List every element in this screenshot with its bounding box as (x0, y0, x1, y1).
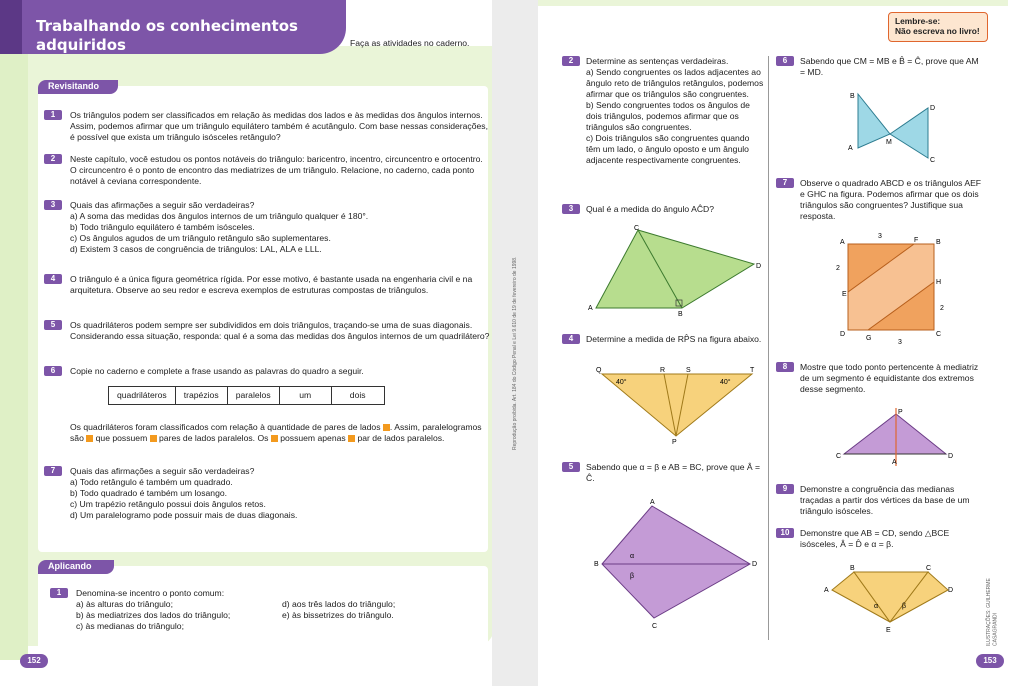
question-number: 6 (44, 366, 62, 376)
word-box (108, 386, 385, 405)
word: dois (349, 390, 366, 400)
question-number: 6 (776, 56, 794, 66)
question-text: Mostre que todo ponto pertencente à mediatriz de um segmento é equidistante dos extremos desse segmento. (800, 362, 979, 394)
figure-bowtie (846, 88, 940, 164)
svg-text:α: α (630, 553, 635, 560)
question-6 (50, 366, 490, 377)
right-question-8 (782, 362, 984, 395)
svg-text:A: A (588, 305, 593, 312)
question-number: 7 (776, 178, 794, 188)
banner-tab (0, 0, 22, 54)
question-text: Denomina-se incentro o ponto comum: (76, 588, 225, 598)
question-number: 4 (44, 274, 62, 284)
svg-text:A: A (824, 587, 829, 594)
option-a: a) às alturas do triângulo; (76, 599, 173, 609)
word: quadriláteros (109, 387, 176, 404)
right-question-4 (568, 334, 764, 345)
svg-text:A: A (650, 499, 655, 506)
svg-text:F: F (914, 237, 919, 244)
svg-text:α: α (874, 603, 879, 610)
word: trapézios (176, 387, 228, 404)
svg-text:D: D (840, 331, 846, 338)
question-number: 9 (776, 484, 794, 494)
svg-text:C: C (634, 225, 640, 232)
blank-square-icon (271, 435, 278, 442)
right-question-10 (780, 528, 984, 550)
svg-text:D: D (948, 587, 954, 594)
word: um (280, 387, 332, 404)
right-question-9 (782, 484, 984, 517)
option-c: c) Os ângulos agudos de um triângulo retângulo são suplementares. (70, 233, 331, 243)
option-d: d) Existem 3 casos de congruência de triângulos: LAL, ALA e LLL. (70, 244, 322, 254)
svg-text:S: S (686, 367, 691, 374)
svg-text:2: 2 (940, 305, 944, 312)
option-b: b) Sendo congruentes todos os ângulos de dois triângulos, podemos afirmar que os triângulos são congruentes. (586, 100, 750, 132)
option-a: a) Sendo congruentes os lados adjacentes ao ângulo reto de triângulos retângulos, podemos afirmar que os triângulos são congruentes. (586, 67, 764, 99)
question-7 (50, 466, 490, 521)
section-tag-revisitando: Revisitando (38, 80, 118, 94)
svg-text:M: M (886, 139, 892, 146)
svg-text:C: C (936, 331, 942, 338)
figure-triangles-bce (824, 562, 954, 636)
svg-text:D: D (752, 561, 758, 568)
svg-text:P: P (672, 439, 677, 446)
svg-text:R: R (660, 367, 666, 374)
svg-text:T: T (750, 367, 755, 374)
svg-text:A: A (848, 145, 853, 152)
option-a: a) Todo retângulo é também um quadrado. (70, 477, 233, 487)
svg-text:40°: 40° (616, 379, 627, 386)
question-3 (50, 200, 490, 255)
question-number: 4 (562, 334, 580, 344)
blank-square-icon (86, 435, 93, 442)
question-number: 1 (50, 588, 68, 598)
page-title: Trabalhando os conhecimentos adquiridos (36, 17, 298, 55)
legal-notice-left: Reprodução proibida. Art. 184 do Código Penal e Lei 9.610 de 19 de fevereiro de 1998. (512, 256, 518, 450)
figure-square-abcd (834, 230, 954, 346)
svg-text:C: C (926, 565, 932, 572)
svg-text:40°: 40° (720, 379, 731, 386)
column-separator (768, 56, 769, 640)
option-c: c) Dois triângulos são congruentes quando têm um lado, o ângulo oposto e um ângulo adjacente respectivamente congruentes. (586, 133, 750, 165)
svg-text:C: C (836, 453, 842, 460)
blank-square-icon (150, 435, 157, 442)
right-question-5 (568, 462, 764, 484)
figure-triangles-acd (586, 222, 764, 318)
svg-text:D: D (948, 453, 954, 460)
question-number: 5 (44, 320, 62, 330)
chapter-banner (0, 0, 346, 54)
page-number-right: 153 (976, 654, 1004, 668)
question-text: Sabendo que CM = MB e B̂ = Ĉ, prove que AM = MD. (800, 56, 979, 77)
svg-text:D: D (930, 105, 936, 112)
option-e: e) às bissetrizes do triângulo. (282, 610, 394, 620)
question-2 (50, 154, 490, 187)
option-b: b) Todo quadrado é também um losango. (70, 488, 228, 498)
question-number: 3 (44, 200, 62, 210)
question-text: Neste capítulo, você estudou os pontos notáveis do triângulo: baricentro, incentro, circuncentro e ortocentro. O circuncentro é o ponto de encontro das mediatrizes de um triângulo. Relacione, no caderno, cada ponto notável à ceviana correspondente. (70, 154, 483, 186)
question-5 (50, 320, 490, 342)
section-tag-aplicando: Aplicando (38, 560, 114, 574)
question-text: Demonstre a congruência das medianas traçadas a partir dos vértices da base de um triângulo isósceles. (800, 484, 970, 516)
question-4 (50, 274, 490, 296)
right-question-3 (568, 204, 764, 215)
right-question-6 (782, 56, 984, 78)
option-c: c) Um trapézio retângulo possui dois ângulos retos. (70, 499, 266, 509)
reminder-box: Lembre-se: Não escreva no livro! (888, 12, 988, 42)
question-number: 7 (44, 466, 62, 476)
question-text: Os triângulos podem ser classificados em relação às medidas dos lados e às medidas dos ângulos internos. Assim, podemos afirmar que um triângulo equilátero também é acutângulo. Com base nessas considerações, é possível que exista um triângulo isósceles retângulo? (70, 110, 488, 142)
question-number: 2 (44, 154, 62, 164)
question-text: Quais das afirmações a seguir são verdadeiras? (70, 200, 255, 210)
svg-text:B: B (678, 311, 683, 318)
word: paralelos (228, 387, 280, 404)
option-a: a) A soma das medidas dos ângulos internos de um triângulo qualquer é 180°. (70, 211, 369, 221)
question-number: 10 (776, 528, 794, 538)
question-text: Qual é a medida do ângulo AĈD? (586, 204, 715, 214)
svg-text:β: β (902, 603, 907, 610)
svg-text:B: B (594, 561, 599, 568)
figure-perpendicular-bisector (836, 404, 956, 468)
question-text: Quais das afirmações a seguir são verdadeiras? (70, 466, 255, 476)
blank-square-icon (383, 424, 390, 431)
question-number: 3 (562, 204, 580, 214)
svg-text:E: E (886, 627, 891, 634)
svg-text:A: A (892, 459, 897, 466)
question-text: Observe o quadrado ABCD e os triângulos AEF e GHC na figura. Podemos afirmar que os dois triângulos são congruentes? Justifique sua resposta. (800, 178, 982, 221)
option-d: d) aos três lados do triângulo; (282, 599, 396, 609)
svg-text:B: B (936, 239, 941, 246)
left-margin-band (0, 40, 28, 660)
svg-text:C: C (652, 623, 658, 630)
question-text: Copie no caderno e complete a frase usando as palavras do quadro a seguir. (70, 366, 364, 376)
question-6-paragraph: Os quadriláteros foram classificados com relação à quantidade de pares de lados . Assim, paralelogramos são que possuem pares de lados paralelos. Os possuem apenas par de lados paralelos. (70, 422, 482, 443)
right-question-2 (568, 56, 764, 166)
illustration-credit: ILUSTRAÇÕES: GUILHERME CASAGRANDI (986, 578, 999, 646)
question-text: Os quadriláteros podem sempre ser subdivididos em dois triângulos, traçando-se uma de suas diagonais. Considerando essa situação, responda: qual é a soma das medidas dos ângulos internos de um quadrilátero? (70, 320, 490, 341)
question-1 (50, 110, 490, 143)
svg-text:D: D (756, 263, 762, 270)
figure-triangle-qpt (594, 364, 764, 446)
question-text: Sabendo que α = β e AB = BC, prove que Â = Ĉ. (586, 462, 761, 483)
svg-text:G: G (866, 335, 872, 342)
option-c: c) às medianas do triângulo; (76, 621, 184, 631)
question-number: 2 (562, 56, 580, 66)
apply-question-1 (56, 588, 476, 632)
svg-text:P: P (898, 409, 903, 416)
svg-text:3: 3 (898, 339, 902, 346)
figure-kite-abcd (594, 496, 764, 630)
svg-text:A: A (840, 239, 845, 246)
question-number: 8 (776, 362, 794, 372)
option-b: b) Todo triângulo equilátero é também isósceles. (70, 222, 255, 232)
blank-square-icon (348, 435, 355, 442)
right-top-band (538, 0, 1008, 6)
option-b: b) às mediatrizes dos lados do triângulo; (76, 610, 231, 620)
page-subtitle: Faça as atividades no caderno. (350, 38, 470, 48)
svg-text:B: B (850, 565, 855, 572)
question-text: O triângulo é a única figura geométrica rígida. Por esse motivo, é bastante usada na engenharia civil e na arquitetura. Observe ao seu redor e escreva exemplos de estruturas compostas de triângulos. (70, 274, 473, 295)
svg-text:H: H (936, 279, 942, 286)
svg-text:C: C (930, 157, 936, 164)
question-text: Determine a medida de RP̂S na figura abaixo. (586, 334, 762, 344)
svg-text:3: 3 (878, 233, 882, 240)
question-text: Demonstre que AB = CD, sendo △BCE isósceles, Â = D̂ e α = β. (800, 528, 950, 549)
question-text: Determine as sentenças verdadeiras. (586, 56, 729, 66)
svg-text:β: β (630, 573, 635, 580)
svg-text:Q: Q (596, 367, 602, 374)
question-number: 1 (44, 110, 62, 120)
page-number-left: 152 (20, 654, 48, 668)
svg-text:2: 2 (836, 265, 840, 272)
svg-text:E: E (842, 291, 847, 298)
right-question-7 (782, 178, 984, 222)
option-d: d) Um paralelogramo pode possuir mais de duas diagonais. (70, 510, 298, 520)
question-number: 5 (562, 462, 580, 472)
svg-text:B: B (850, 93, 855, 100)
